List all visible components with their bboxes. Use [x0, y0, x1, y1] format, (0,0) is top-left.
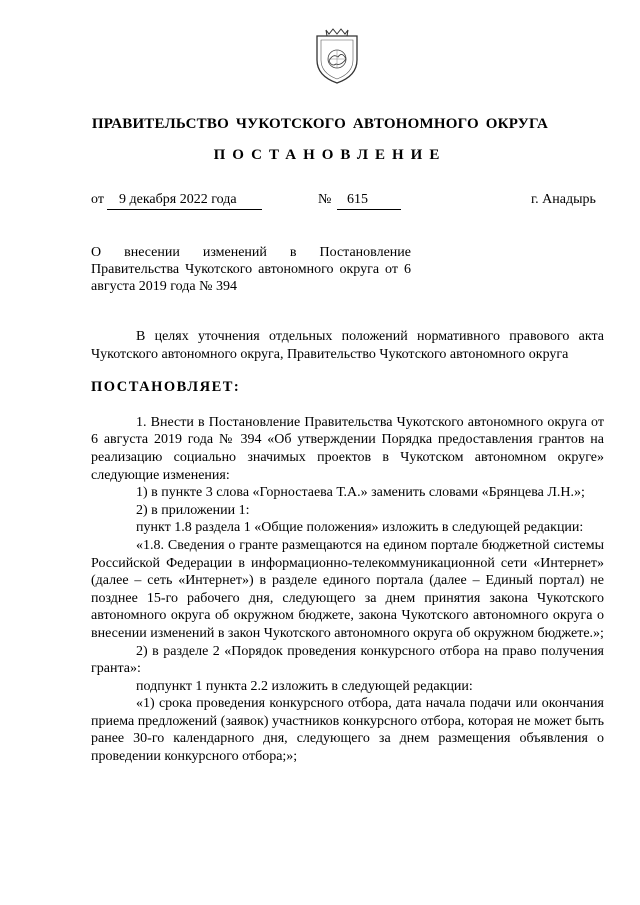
document-subject: О внесении изменений в Постановление Правительства Чукотского автономного округа от 6 августа 2019 года № 394 [91, 245, 411, 294]
coat-of-arms-icon [312, 26, 362, 86]
paragraph-8: «1) срока проведения конкурсного отбора, дата начала подачи или окончания приема предложений (заявок) участников конкурсного отбора, которая не может быть ранее 30-го календарного дня, следующего за днем размещения объявления о проведении конкурсного отбора;»; [91, 696, 604, 765]
paragraph-4: пункт 1.8 раздела 1 «Общие положения» изложить в следующей редакции: [136, 520, 584, 536]
city: г. Анадырь [531, 192, 596, 207]
paragraph-7: подпункт 1 пункта 2.2 изложить в следующей редакции: [136, 678, 473, 694]
paragraph-5: «1.8. Сведения о гранте размещаются на едином портале бюджетной системы Российской Федерации в информационно-телекоммуникационной сети «Интернет» (далее – сеть «Интернет») в разделе единого портала (далее – Единый портал) не позднее 15-го рабочего дня, следующего за днем принятия закона Чукотского автономного округа об окружном бюджете, закона Чукотского автономного округа о внесении изменений в закон Чукотского автономного округа об окружном бюджете.»; [91, 537, 604, 641]
preamble-paragraph: В целях уточнения отдельных положений нормативного правового акта Чукотского автономного округа, Правительство Чукотского автономного округа [91, 329, 604, 362]
resolve-heading: ПОСТАНОВЛЯЕТ: [91, 379, 241, 396]
number-label: № [318, 192, 332, 207]
document-number: 615 [337, 192, 401, 210]
organization-title: ПРАВИТЕЛЬСТВО ЧУКОТСКОГО АВТОНОМНОГО ОКРУГА [91, 116, 549, 132]
document-date: 9 декабря 2022 года [107, 192, 262, 210]
date-prefix: от [91, 192, 104, 207]
paragraph-2: 1) в пункте 3 слова «Горностаева Т.А.» заменить словами «Брянцева Л.Н.»; [136, 485, 585, 501]
paragraph-6: 2) в разделе 2 «Порядок проведения конкурсного отбора на право получения гранта»: [91, 643, 604, 677]
paragraph-3: 2) в приложении 1: [136, 502, 250, 518]
document-type-heading: ПОСТАНОВЛЕНИЕ [213, 147, 447, 163]
paragraph-1: 1. Внести в Постановление Правительства Чукотского автономного округа от 6 августа 2019 года № 394 «Об утверждении Порядка предоставления грантов на реализацию социально значимых проектов в Чукотском автономном округе» следующие изменения: [91, 414, 604, 483]
document-body [91, 328, 604, 766]
